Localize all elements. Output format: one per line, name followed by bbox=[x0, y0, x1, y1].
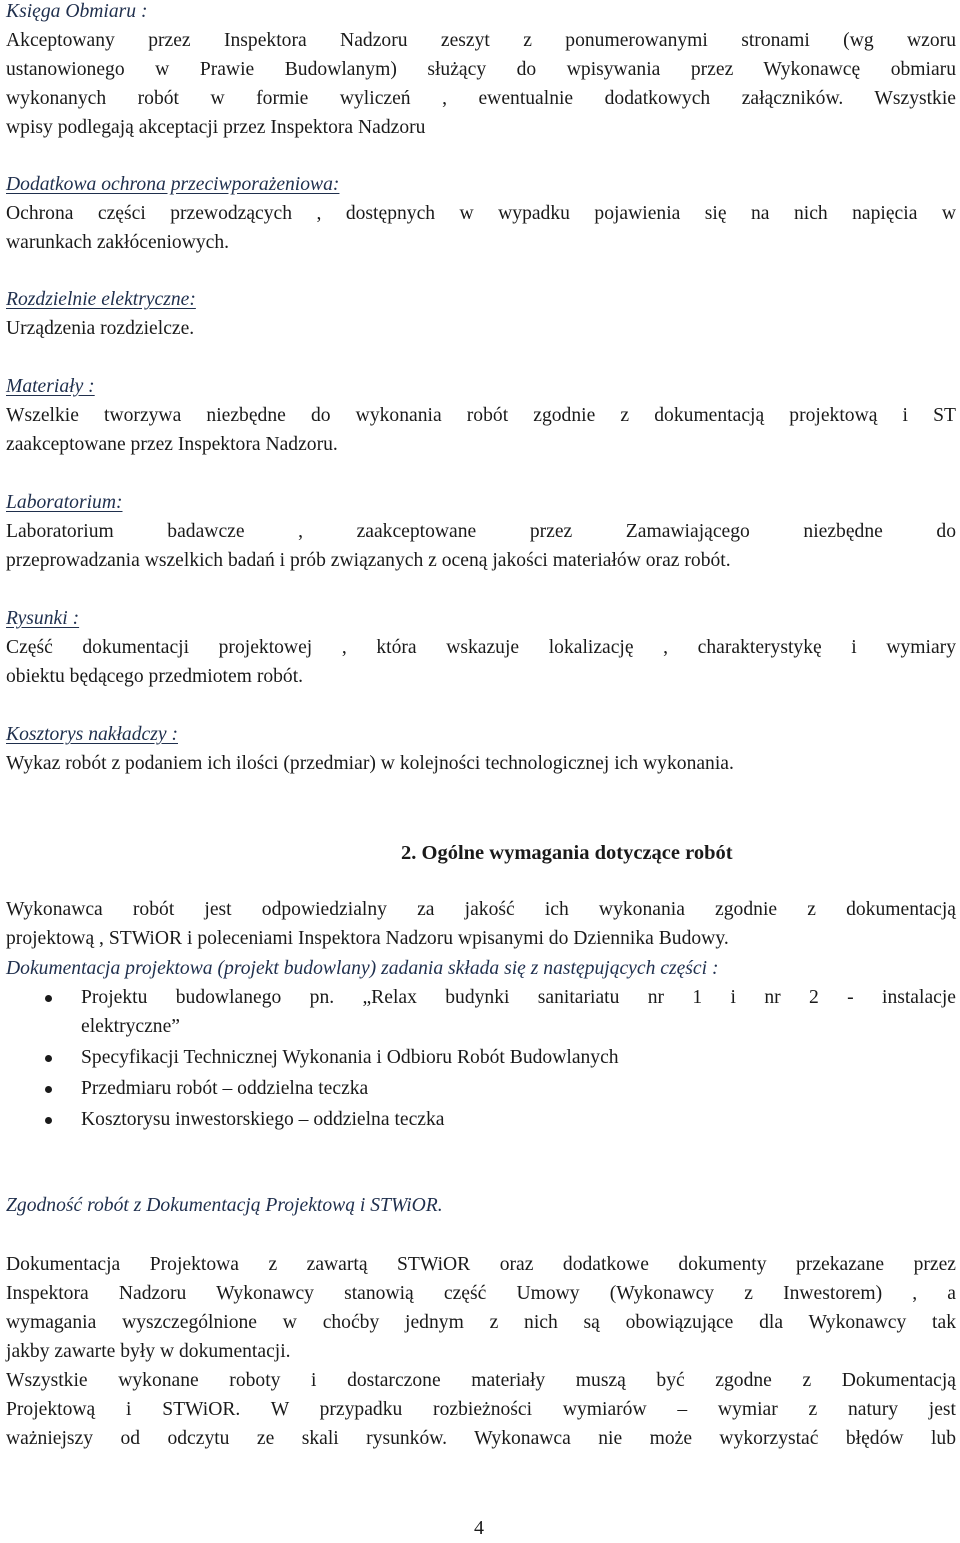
text-line: Wszelkie tworzywa niezbędne do wykonania robót zgodnie z dokumentacją projektową i ST bbox=[6, 405, 956, 426]
text-line: Ochrona części przewodzących , dostępnych w wypadku pojawienia się na nich napięcia w bbox=[6, 203, 956, 224]
text-line: Inspektora Nadzoru Wykonawcy stanowią część Umowy (Wykonawcy z Inwestorem) , a bbox=[6, 1283, 956, 1304]
text-line: Laboratorium badawcze , zaakceptowane przez Zamawiającego niezbędne do bbox=[6, 521, 956, 542]
text-line: obiektu będącego przedmiotem robót. bbox=[6, 666, 304, 687]
list-item-line: Kosztorysu inwestorskiego – oddzielna teczka bbox=[81, 1109, 445, 1130]
section-ochrona bbox=[6, 170, 956, 257]
list-item bbox=[6, 1043, 956, 1072]
text-line: Wykonawca robót jest odpowiedzialny za jakość ich wykonania zgodnie z dokumentacją bbox=[6, 899, 956, 920]
list-item-line: Specyfikacji Technicznej Wykonania i Odbioru Robót Budowlanych bbox=[81, 1047, 619, 1068]
section-rysunki bbox=[6, 604, 956, 691]
text-line: ustanowionego w Prawie Budowlanym) służący do wpisywania przez Wykonawcę obmiaru bbox=[6, 59, 956, 80]
text-line: zaakceptowane przez Inspektora Nadzoru. bbox=[6, 434, 338, 455]
section-rozdzielnie bbox=[6, 285, 956, 343]
list-item-line: Projektu budowlanego pn. „Relax budynki sanitariatu nr 1 i nr 2 - instalacje bbox=[81, 987, 956, 1008]
term-dokumentacja-projektowa: Dokumentacja projektowa (projekt budowlany) zadania składa się z następujących części : bbox=[6, 958, 719, 979]
text-line: Urządzenia rozdzielcze. bbox=[6, 318, 195, 339]
term-materialy: Materiały : bbox=[6, 376, 95, 397]
text-line: projektową , STWiOR i poleceniami Inspektora Nadzoru wpisanymi do Dziennika Budowy. bbox=[6, 928, 729, 949]
text-line: warunkach zakłóceniowych. bbox=[6, 232, 230, 253]
section-laboratorium bbox=[6, 488, 956, 575]
section-heading: 2. Ogólne wymagania dotyczące robót bbox=[401, 842, 733, 864]
list-item bbox=[6, 1074, 956, 1103]
section-intro bbox=[6, 895, 956, 953]
text-line: Akceptowany przez Inspektora Nadzoru zeszyt z ponumerowanymi stronami (wg wzoru bbox=[6, 30, 956, 51]
term-kosztorys: Kosztorys nakładczy : bbox=[6, 724, 178, 745]
list-item-line: elektryczne” bbox=[81, 1016, 180, 1037]
text-line: wykonanych robót w formie wyliczeń , ewentualnie dodatkowych załączników. Wszystkie bbox=[6, 88, 956, 109]
section-kosztorys bbox=[6, 720, 956, 778]
text-line: ważniejszy od odczytu ze skali rysunków. Wykonawca nie może wykorzystać błędów lub bbox=[6, 1428, 956, 1449]
list-item bbox=[6, 983, 956, 1041]
text-line: Wszystkie wykonane roboty i dostarczone materiały muszą być zgodne z Dokumentacją bbox=[6, 1370, 956, 1391]
term-zgodnosc: Zgodność robót z Dokumentacją Projektową i STWiOR. bbox=[6, 1195, 443, 1216]
section-zgodnosc-body bbox=[6, 1250, 956, 1453]
term-rysunki: Rysunki : bbox=[6, 608, 80, 629]
term-rozdzielnie: Rozdzielnie elektryczne: bbox=[6, 289, 196, 310]
text-line: Część dokumentacji projektowej , która wskazuje lokalizację , charakterystykę i wymiary bbox=[6, 637, 956, 658]
text-line: Dokumentacja Projektowa z zawartą STWiOR oraz dodatkowe dokumenty przekazane przez bbox=[6, 1254, 956, 1275]
term-laboratorium: Laboratorium: bbox=[6, 492, 123, 513]
page-number: 4 bbox=[474, 1517, 484, 1539]
text-line: wymagania wyszczególnione w choćby jednym z nich są obowiązujące dla Wykonawcy tak bbox=[6, 1312, 956, 1333]
section-materialy bbox=[6, 372, 956, 459]
term-ksiega-obmiaru: Księga Obmiaru : bbox=[6, 1, 148, 22]
term-dodatkowa-ochrona: Dodatkowa ochrona przeciwporażeniowa: bbox=[6, 174, 340, 195]
list-item-line: Przedmiaru robót – oddzielna teczka bbox=[81, 1078, 369, 1099]
section-zgodnosc bbox=[6, 1191, 956, 1220]
text-line: jakby zawarte były w dokumentacji. bbox=[6, 1341, 291, 1362]
section-ksiega bbox=[6, 0, 956, 142]
section-dokumentacja bbox=[6, 954, 956, 1134]
document-parts-list bbox=[6, 983, 956, 1134]
text-line: Wykaz robót z podaniem ich ilości (przedmiar) w kolejności technologicznej ich wykonania. bbox=[6, 753, 734, 774]
list-item bbox=[6, 1105, 956, 1134]
text-line: Projektową i STWiOR. W przypadku rozbieżności wymiarów – wymiar z natury jest bbox=[6, 1399, 956, 1420]
text-line: przeprowadzania wszelkich badań i prób związanych z oceną jakości materiałów oraz robót. bbox=[6, 550, 731, 571]
text-line: wpisy podlegają akceptacji przez Inspektora Nadzoru bbox=[6, 117, 426, 138]
